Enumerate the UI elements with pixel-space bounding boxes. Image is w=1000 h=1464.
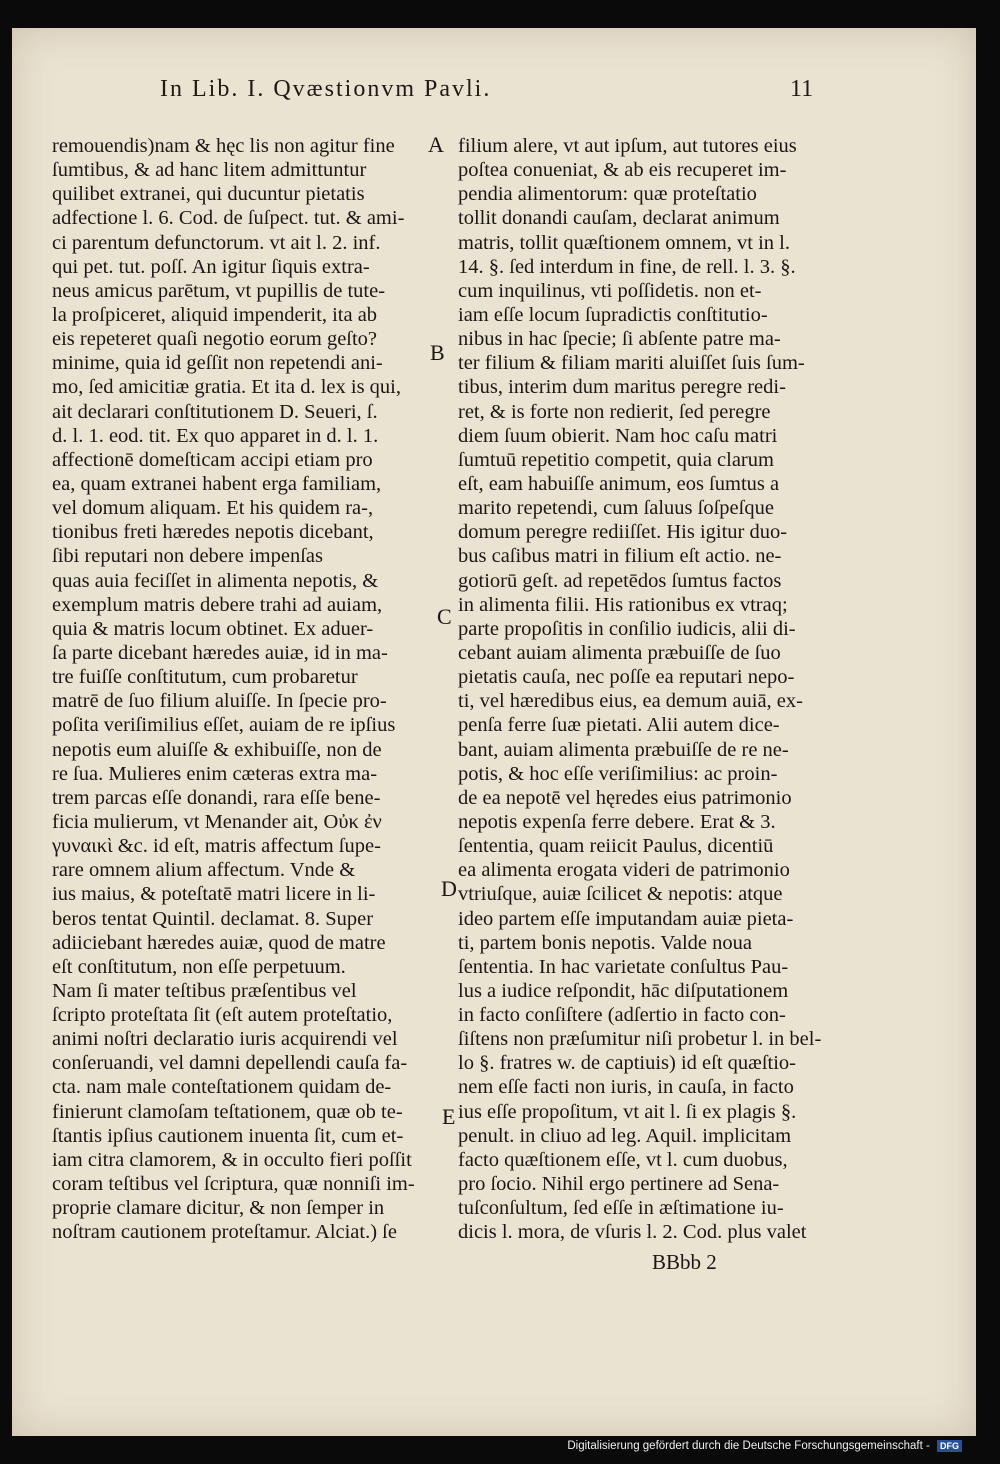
right-line: ter filium & filiam mariti aluiſſet ſuis ſum- xyxy=(458,352,805,375)
left-line: γυναικὶ &c. id eſt, matris affectum ſupe- xyxy=(52,835,381,858)
right-line: gotiorū geſt. ad repetēdos ſumtus factos xyxy=(458,569,782,592)
left-line: proprie clamare dicitur, & non ſemper in xyxy=(52,1197,385,1220)
right-line: diem ſuum obierit. Nam hoc caſu matri xyxy=(458,424,778,447)
right-line: penſa ferre ſuæ pietati. Alii autem dice- xyxy=(458,714,780,737)
left-line: ea, quam extranei habent erga familiam, xyxy=(52,472,382,495)
left-line: quia & matris locum obtinet. Ex aduer- xyxy=(52,617,374,640)
left-line: ſumtibus, & ad hanc litem admittuntur xyxy=(52,159,367,182)
left-line: cta. nam male conteſtationem quidam de- xyxy=(52,1076,392,1099)
left-line: ſa parte dicebant hæredes auiæ, id in ma- xyxy=(52,641,388,664)
right-line: poſtea conueniat, & ab eis recuperet im- xyxy=(458,159,787,182)
margin-letter-c: C xyxy=(437,604,452,629)
left-line: eſt conſtitutum, non eſſe perpetuum. xyxy=(52,955,346,978)
margin-letter-b: B xyxy=(430,340,445,365)
right-line: ſententia, quam reiicit Paulus, dicentiū xyxy=(458,835,774,858)
left-text-column xyxy=(52,134,430,1244)
left-line: ſcripto proteſtata ſit (eſt autem proteſtatio, xyxy=(52,1004,393,1027)
right-line: pendia alimentorum: quæ proteſtatio xyxy=(458,183,757,206)
right-line: ti, vel hæredibus eius, ea demum auiā, ex- xyxy=(458,690,803,713)
right-line: ſumtuū repetitio competit, quia clarum xyxy=(458,448,774,471)
left-line: mo, ſed amicitiæ gratia. Et ita d. lex is qui, xyxy=(52,376,402,399)
right-line: ea alimenta erogata videri de patrimonio xyxy=(458,859,790,882)
right-line: potis, & hoc eſſe veriſimilius: ac proin- xyxy=(458,762,778,785)
right-line: dicis l. mora, de vſuris l. 2. Cod. plus valet xyxy=(458,1221,807,1244)
page-number: 11 xyxy=(790,76,814,102)
left-line: finierunt clamoſam teſtationem, quæ ob te- xyxy=(52,1100,403,1123)
dfg-logo: DFG xyxy=(937,1440,962,1452)
left-line: remouendis)nam & hęc lis non agitur fine xyxy=(52,135,395,157)
left-line: affectionē domeſticam accipi etiam pro xyxy=(52,448,373,471)
left-line: tre fuiſſe conſtitutum, cum probaretur xyxy=(52,666,358,689)
right-line: pietatis cauſa, nec poſſe ea reputari nepo- xyxy=(458,666,795,689)
right-line: cebant auiam alimenta præbuiſſe de ſuo xyxy=(458,641,781,664)
footer-text: Digitalisierung gefördert durch die Deutsche Forschungsgemeinschaft - xyxy=(567,1440,930,1453)
left-line: quilibet extranei, qui ducuntur pietatis xyxy=(52,183,365,206)
right-line: eſt, eam habuiſſe animum, eos ſumtus a xyxy=(458,472,780,495)
left-line: eis repeteret quaſi negotio eorum geſto? xyxy=(52,328,378,351)
left-line: ſtantis ipſius cautionem inuenta ſit, cum et- xyxy=(52,1124,404,1147)
left-line: ci parentum defunctorum. vt ait l. 2. inf. xyxy=(52,231,381,254)
right-line: pro ſocio. Nihil ergo pertinere ad Sena- xyxy=(458,1173,780,1196)
left-line: Nam ſi mater teſtibus præſentibus vel xyxy=(52,979,357,1002)
left-line: minime, quia id geſſit non repetendi ani- xyxy=(52,352,383,375)
left-line: coram teſtibus vel ſcriptura, quæ nonniſi im- xyxy=(52,1173,415,1196)
running-title-text: In Lib. I. Qvæstionvm Pavli. xyxy=(160,76,492,102)
left-line: ait declarari conſtitutionem D. Seueri, ſ. xyxy=(52,400,378,423)
left-line: rare omnem alium affectum. Vnde & xyxy=(52,859,356,882)
left-line: ſibi reputari non debere impenſas xyxy=(52,545,323,568)
right-line: marito repetendi, cum ſaluus ſoſpeſque xyxy=(458,497,774,520)
left-line: neus amicus parētum, vt pupillis de tute- xyxy=(52,279,386,302)
left-line: iam citra clamorem, & in occulto fieri poſſit xyxy=(52,1148,412,1171)
left-line: nepotis eum aluiſſe & exhibuiſſe, non de xyxy=(52,738,382,761)
left-line: la proſpiceret, aliquid impenderit, ita ab xyxy=(52,303,378,326)
margin-letter-d: D xyxy=(441,876,457,901)
right-line: ti, partem bonis nepotis. Valde noua xyxy=(458,931,752,954)
left-line: qui pet. tut. poſſ. An igitur ſiquis extra- xyxy=(52,255,370,278)
left-line: vel domum aliquam. Et his quidem ra-, xyxy=(52,497,374,520)
right-line: nepotis expenſa ferre debere. Erat & 3. xyxy=(458,810,776,833)
right-line: iam eſſe locum ſupradictis conſtitutio- xyxy=(458,303,768,326)
right-line: nibus in hac ſpecie; ſi abſente patre ma- xyxy=(458,328,781,351)
left-line: quas auia feciſſet in alimenta nepotis, & xyxy=(52,569,379,592)
left-line: animi noſtri declaratio iuris acquirendi vel xyxy=(52,1028,398,1051)
left-line: trem parcas eſſe donandi, rara eſſe bene- xyxy=(52,786,381,809)
right-line: bus caſibus matri in filium eſt actio. ne- xyxy=(458,545,782,568)
right-line: ſententia. In hac varietate conſultus Pau- xyxy=(458,955,789,978)
margin-letter-e: E xyxy=(442,1104,456,1129)
right-line: matris, tollit quæſtionem omnem, vt in l. xyxy=(458,231,790,254)
right-line: nem eſſe facti non iuris, in cauſa, in facto xyxy=(458,1076,794,1099)
right-line: ideo partem eſſe imputandam auiæ pieta- xyxy=(458,907,794,930)
left-line: re ſua. Mulieres enim cæteras extra ma- xyxy=(52,762,378,785)
left-line: poſita veriſimilius eſſet, auiam de re ipſius xyxy=(52,714,396,737)
signature-mark: BBbb 2 xyxy=(652,1250,717,1274)
left-line: noſtram cautionem proteſtamur. Alciat.) ſe xyxy=(52,1221,397,1244)
right-line: facto quæſtionem eſſe, vt l. cum duobus, xyxy=(458,1148,788,1171)
left-line: conſeruandi, vel damni depellendi cauſa fa- xyxy=(52,1052,408,1075)
left-line: d. l. 1. eod. tit. Ex quo apparet in d. l. 1. xyxy=(52,424,379,447)
left-line: tionibus freti hæredes nepotis dicebant, xyxy=(52,521,374,544)
right-line: in alimenta filii. His rationibus ex vtraq; xyxy=(458,593,788,616)
right-line: filium alere, vt aut ipſum, aut tutores eius xyxy=(458,135,797,157)
left-line: ficia mulierum, vt Menander ait, Οὐκ ἐν xyxy=(52,810,382,833)
left-line: adiiciebant hæredes auiæ, quod de matre xyxy=(52,931,386,954)
left-line: matrē de ſuo filium aluiſſe. In ſpecie pro- xyxy=(52,690,387,713)
running-title xyxy=(160,76,840,103)
right-line: ſiſtens non præſumitur niſi probetur l. in bel- xyxy=(458,1028,822,1051)
margin-letter-a: A xyxy=(428,132,444,157)
right-line: tollit donandi cauſam, declarat animum xyxy=(458,207,780,230)
right-text-column xyxy=(458,134,830,1244)
right-line: ret, & is forte non redierit, ſed peregre xyxy=(458,400,771,423)
footer-credit xyxy=(567,1440,962,1452)
right-line: cum inquilinus, vti poſſidetis. non et- xyxy=(458,279,762,302)
right-line: domum peregre rediiſſet. His igitur duo- xyxy=(458,521,788,544)
left-line: ius maius, & poteſtatē matri licere in li- xyxy=(52,883,376,906)
right-line: 14. §. ſed interdum in fine, de rell. l. 3. §. xyxy=(458,255,796,278)
left-line: adfectione l. 6. Cod. de ſuſpect. tut. & ami- xyxy=(52,207,405,230)
right-line: penult. in cliuo ad leg. Aquil. implicitam xyxy=(458,1124,792,1147)
right-line: lus a iudice reſpondit, hāc diſputationem xyxy=(458,979,789,1002)
right-line: in facto conſiſtere (adſertio in facto con- xyxy=(458,1004,786,1027)
right-line: de ea nepotē vel hęredes eius patrimonio xyxy=(458,786,792,809)
left-line: exemplum matris debere trahi ad auiam, xyxy=(52,593,383,616)
right-line: tibus, interim dum maritus peregre redi- xyxy=(458,376,786,399)
right-line: lo §. fratres w. de captiuis) id eſt quæſtio- xyxy=(458,1052,796,1075)
left-line: beros tentat Quintil. declamat. 8. Super xyxy=(52,907,374,930)
right-line: ius eſſe propoſitum, vt ait l. ſi ex plagis §. xyxy=(458,1100,797,1123)
right-line: parte propoſitis in conſilio iudicis, alii di- xyxy=(458,617,796,640)
right-line: tuſconſultum, ſed eſſe in æſtimatione iu- xyxy=(458,1197,784,1220)
right-line: vtriuſque, auiæ ſcilicet & nepotis: atque xyxy=(458,883,783,906)
right-line: bant, auiam alimenta præbuiſſe de re ne- xyxy=(458,738,789,761)
